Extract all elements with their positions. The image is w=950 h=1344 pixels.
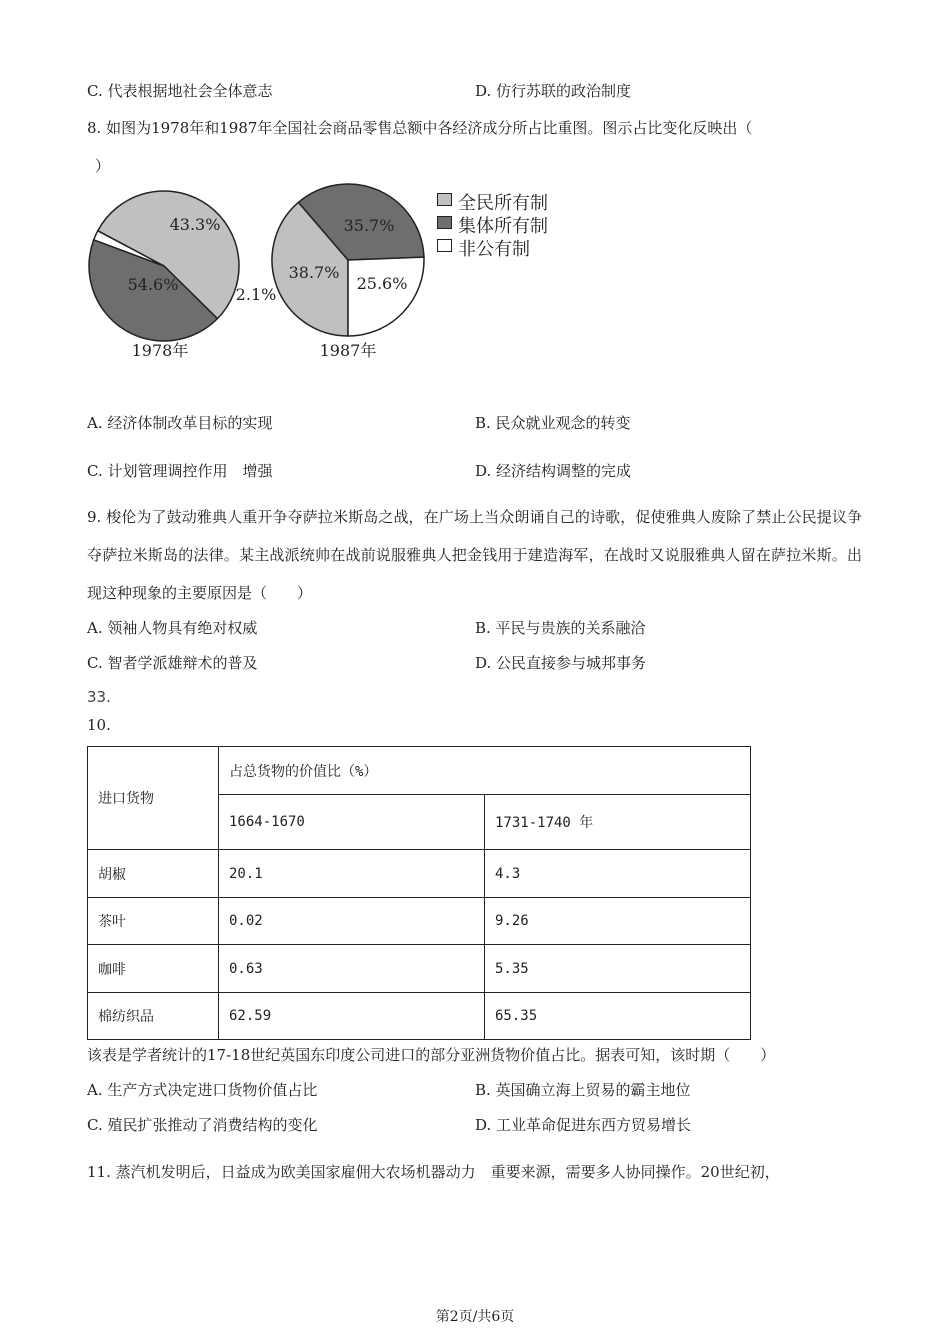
q8-option-d: D. 经济结构调整的完成 (475, 462, 632, 480)
q8-options-ab (87, 412, 877, 434)
q9-options-cd (87, 652, 877, 674)
table-cell: 4.3 (485, 850, 751, 898)
q9-options-ab (87, 617, 877, 639)
q9-option-b: B. 平民与贵族的关系融洽 (475, 619, 646, 637)
table-cell: 茶叶 (88, 898, 219, 945)
table-cell: 咖啡 (88, 945, 219, 993)
legend-label-collective: 集体所有制 (458, 216, 548, 237)
q8-option-b: B. 民众就业观念的转变 (475, 414, 631, 432)
q10-number: 10. (87, 716, 111, 734)
slice-label-collective: 35.7% (343, 216, 395, 235)
table-cell: 62.59 (219, 993, 485, 1040)
q10-table (87, 746, 751, 1040)
table-header-row (88, 747, 751, 795)
table-cell: 5.35 (485, 945, 751, 993)
q8-stem: 8. 如图为1978年和1987年全国社会商品零售总额中各经济成分所占比重图。图示占比变化反映出（ (87, 119, 753, 137)
q9-option-d: D. 公民直接参与城邦事务 (475, 654, 647, 672)
q9-option-c: C. 智者学派雄辩术的普及 (87, 654, 258, 672)
q8-options-cd (87, 460, 877, 482)
q9-option-a: A. 领袖人物具有绝对权威 (87, 619, 258, 637)
legend-swatch-state (437, 193, 452, 206)
q10-options-ab (87, 1079, 877, 1101)
legend-label-nonpublic: 非公有制 (458, 239, 530, 260)
q10-option-d: D. 工业革命促进东西方贸易增长 (475, 1116, 692, 1134)
table-col-header: 1731-1740 年 (485, 795, 751, 850)
q10-stem: 该表是学者统计的17-18世纪英国东印度公司进口的部分亚洲货物价值占比。据表可知，该时期（ ） (87, 1046, 776, 1064)
q7-option-c: C. 代表根据地社会全体意志 (87, 82, 273, 100)
pie-year-label-1978: 1978年 (131, 341, 189, 360)
q10-options-cd (87, 1114, 877, 1136)
table-row (88, 945, 751, 993)
q11-stem: 11. 蒸汽机发明后，日益成为欧美国家雇佣大农场机器动力 重要来源，需要多人协同操作。20世纪初， (87, 1163, 780, 1181)
q9-stem: 9. 梭伦为了鼓动雅典人重开争夺萨拉米斯岛之战，在广场上当众朗诵自己的诗歌，促使雅典人废除了禁止公民提议争夺萨拉米斯岛的法律。某主战派统帅在战前说服雅典人把金钱用于建造海军，在战时又说服雅典人留在萨拉米斯。出现这种现象的主要原因是（ ） (87, 508, 862, 602)
legend-label-state: 全民所有制 (458, 193, 548, 214)
slice-label-nonpublic: 2.1% (235, 285, 277, 304)
table-cell: 65.35 (485, 993, 751, 1040)
slice-label-nonpublic: 25.6% (356, 274, 408, 293)
legend-swatch-nonpublic (437, 239, 452, 252)
slice-label-state: 38.7% (288, 263, 340, 282)
table-cell: 0.63 (219, 945, 485, 993)
pie-chart-1987 (272, 184, 424, 336)
table-cell: 9.26 (485, 898, 751, 945)
q8-option-c: C. 计划管理调控作用 增强 (87, 462, 273, 480)
table-cell: 棉纺织品 (88, 993, 219, 1040)
slice-nonpublic (348, 257, 424, 336)
table-row (88, 993, 751, 1040)
page-footer: 第2页/共6页 (435, 1309, 515, 1325)
q8-stem-end: ） (95, 157, 111, 175)
table-row (88, 850, 751, 898)
table-row-header: 进口货物 (88, 747, 219, 850)
slice-label-state: 54.6% (127, 275, 179, 294)
page-marker: 33. (87, 688, 111, 706)
q10-option-b: B. 英国确立海上贸易的霸主地位 (475, 1081, 691, 1099)
q7-options (87, 80, 877, 102)
pie-year-label-1987: 1987年 (319, 341, 377, 360)
q10-option-c: C. 殖民扩张推动了消费结构的变化 (87, 1116, 318, 1134)
slice-label-collective: 43.3% (169, 215, 221, 234)
q8-option-a: A. 经济体制改革目标的实现 (87, 414, 273, 432)
table-row (88, 898, 751, 945)
table-cell: 20.1 (219, 850, 485, 898)
pie-chart-1978 (89, 191, 276, 341)
legend-swatch-collective (437, 216, 452, 229)
table-col-header: 1664-1670 (219, 795, 485, 850)
q7-option-d: D. 仿行苏联的政治制度 (475, 82, 632, 100)
table-cell: 0.02 (219, 898, 485, 945)
q10-option-a: A. 生产方式决定进口货物价值占比 (87, 1081, 318, 1099)
table-group-header: 占总货物的价值比（%） (219, 747, 751, 795)
table-cell: 胡椒 (88, 850, 219, 898)
